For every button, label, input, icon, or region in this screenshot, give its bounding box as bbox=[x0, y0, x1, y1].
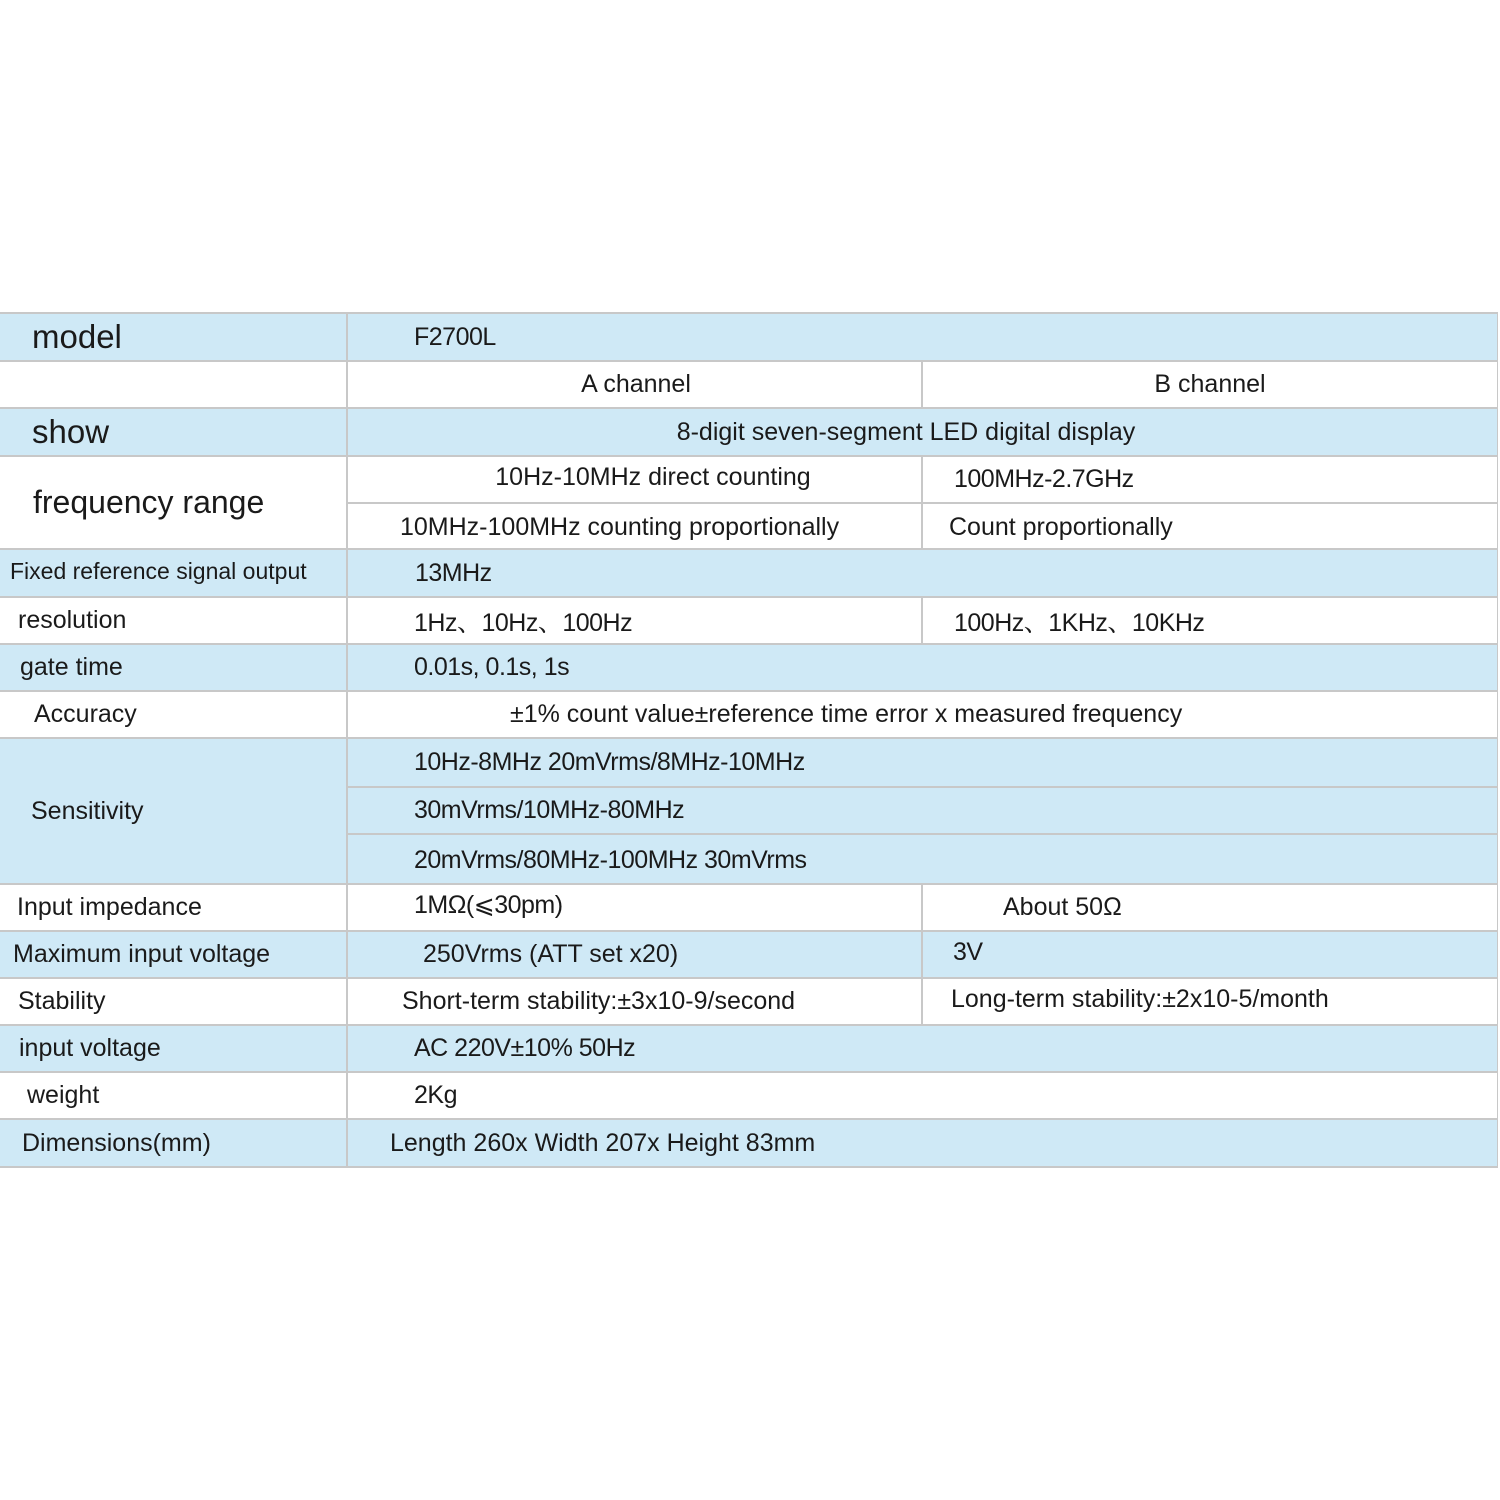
value-reference-output: 13MHz bbox=[415, 558, 492, 587]
row-accuracy bbox=[0, 692, 1497, 739]
row-input-voltage bbox=[0, 1026, 1497, 1073]
label-show-text: show bbox=[32, 413, 110, 450]
value-max-input-voltage-b: 3V bbox=[953, 937, 983, 966]
row-reference-output bbox=[0, 550, 1497, 598]
value-max-input-voltage-a: 250Vrms (ATT set x20) bbox=[423, 940, 679, 968]
label-accuracy bbox=[0, 692, 348, 737]
row-sensitivity bbox=[0, 739, 1497, 885]
row-stability bbox=[0, 979, 1497, 1026]
divider bbox=[921, 885, 923, 930]
label-accuracy-text: Accuracy bbox=[34, 700, 137, 728]
row-weight bbox=[0, 1073, 1497, 1120]
value-stability-b: Long-term stability:±2x10-5/month bbox=[951, 984, 1329, 1013]
sensitivity-subrow-2 bbox=[348, 788, 1497, 835]
value-resolution-b: 100Hz、1KHz、10KHz bbox=[954, 608, 1205, 637]
freq-b-line1: 100MHz-2.7GHz bbox=[954, 465, 1134, 493]
label-weight-text: weight bbox=[27, 1081, 100, 1109]
row-channel-headers bbox=[0, 362, 1497, 409]
label-sensitivity-text: Sensitivity bbox=[31, 796, 144, 825]
row-model bbox=[0, 314, 1497, 362]
value-resolution-a: 1Hz、10Hz、100Hz bbox=[414, 608, 633, 637]
row-max-input-voltage bbox=[0, 932, 1497, 979]
row-input-impedance bbox=[0, 885, 1497, 932]
label-input-impedance bbox=[0, 885, 348, 930]
label-resolution bbox=[0, 598, 348, 643]
label-dimensions bbox=[0, 1120, 348, 1166]
spec-table bbox=[0, 312, 1498, 1168]
value-gate-time: 0.01s, 0.1s, 1s bbox=[414, 653, 570, 681]
freq-a-line2: 10MHz-100MHz counting proportionally bbox=[400, 512, 840, 541]
divider bbox=[921, 932, 923, 977]
value-accuracy: ±1% count value±reference time error x measured frequency bbox=[510, 700, 1183, 728]
label-input-impedance-text: Input impedance bbox=[17, 893, 202, 921]
label-sensitivity bbox=[0, 739, 348, 883]
label-max-input-voltage-text: Maximum input voltage bbox=[13, 940, 271, 968]
sensitivity-subrow-3 bbox=[348, 835, 1497, 885]
label-input-voltage-text: input voltage bbox=[19, 1034, 161, 1062]
label-gate-time bbox=[0, 645, 348, 690]
sensitivity-line1: 10Hz-8MHz 20mVrms/8MHz-10MHz bbox=[414, 748, 805, 776]
label-input-voltage bbox=[0, 1026, 348, 1071]
label-max-input-voltage bbox=[0, 932, 348, 977]
value-input-voltage: AC 220V±10% 50Hz bbox=[414, 1034, 636, 1062]
label-gate-time-text: gate time bbox=[20, 653, 123, 681]
header-a-channel: A channel bbox=[581, 370, 691, 398]
frequency-subrow-2 bbox=[348, 504, 1497, 550]
label-weight bbox=[0, 1073, 348, 1118]
label-show bbox=[0, 409, 348, 455]
value-input-impedance-a: 1MΩ(⩽30pm) bbox=[414, 891, 563, 919]
divider bbox=[921, 979, 923, 1024]
sensitivity-line2: 30mVrms/10MHz-80MHz bbox=[414, 796, 685, 824]
row-show bbox=[0, 409, 1497, 457]
label-stability-text: Stability bbox=[18, 987, 106, 1015]
label-channel-headers bbox=[0, 362, 348, 407]
frequency-subrow-1 bbox=[348, 457, 1497, 504]
value-model: F2700L bbox=[414, 322, 496, 351]
label-model bbox=[0, 314, 348, 360]
label-frequency-range bbox=[0, 457, 348, 548]
header-b-channel: B channel bbox=[1154, 370, 1266, 398]
row-frequency-range bbox=[0, 457, 1497, 550]
label-resolution-text: resolution bbox=[18, 606, 127, 634]
value-stability-a: Short-term stability:±3x10-9/second bbox=[402, 987, 796, 1015]
freq-a-line1: 10Hz-10MHz direct counting bbox=[495, 462, 811, 491]
value-show: 8-digit seven-segment LED digital display bbox=[676, 417, 1136, 446]
label-frequency-range-text: frequency range bbox=[33, 484, 265, 520]
divider bbox=[921, 504, 923, 550]
label-model-text: model bbox=[32, 318, 122, 355]
row-gate-time bbox=[0, 645, 1497, 692]
label-reference-output bbox=[0, 550, 348, 596]
sensitivity-line3: 20mVrms/80MHz-100MHz 30mVrms bbox=[414, 845, 807, 874]
label-dimensions-text: Dimensions(mm) bbox=[22, 1128, 211, 1157]
label-reference-output-text: Fixed reference signal output bbox=[10, 557, 307, 584]
value-input-impedance-b: About 50Ω bbox=[1003, 893, 1122, 921]
value-dimensions: Length 260x Width 207x Height 83mm bbox=[390, 1128, 816, 1157]
divider bbox=[921, 457, 923, 502]
label-stability bbox=[0, 979, 348, 1024]
freq-b-line2: Count proportionally bbox=[949, 512, 1173, 541]
sensitivity-subrow-1 bbox=[348, 739, 1497, 788]
row-resolution bbox=[0, 598, 1497, 645]
divider bbox=[921, 598, 923, 643]
row-dimensions bbox=[0, 1120, 1497, 1166]
value-weight: 2Kg bbox=[414, 1081, 457, 1109]
